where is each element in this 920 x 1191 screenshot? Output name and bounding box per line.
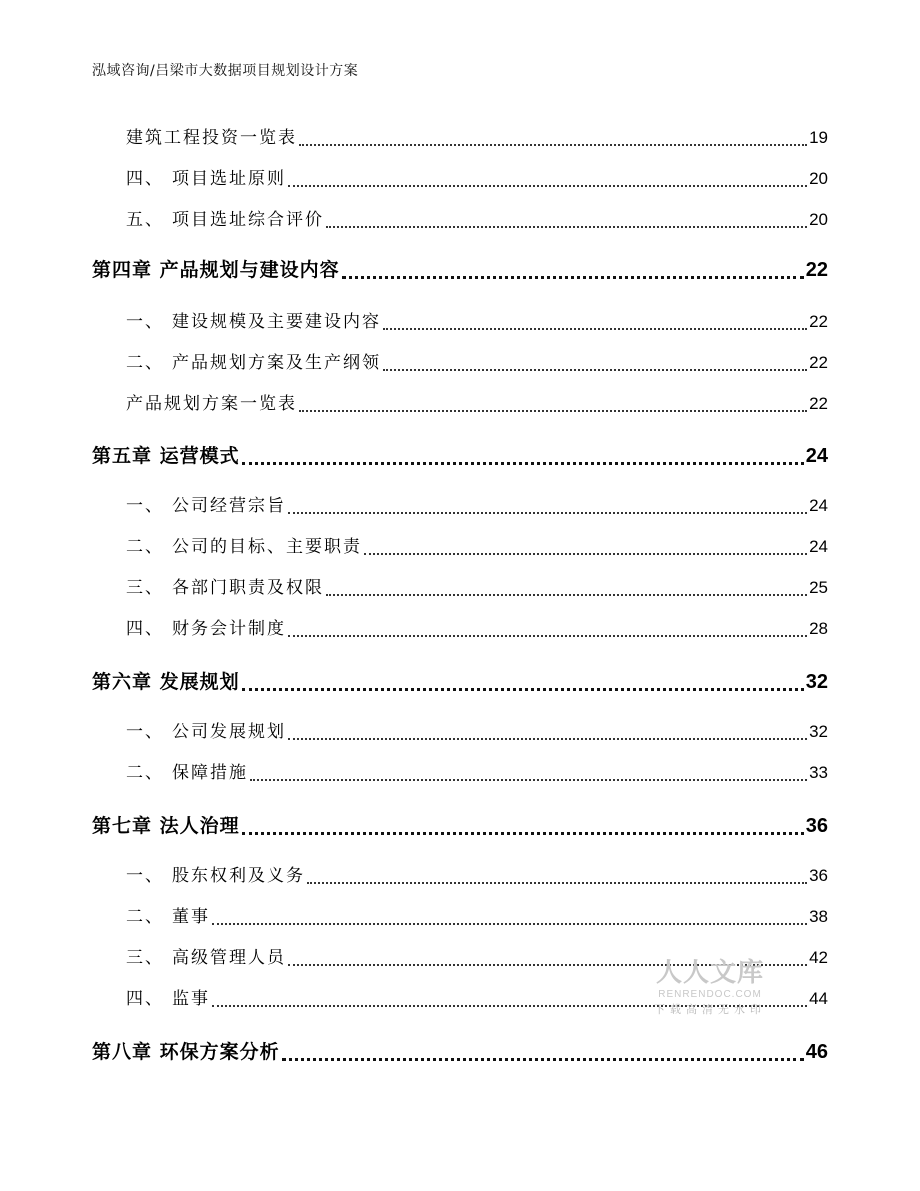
toc-entry-text: 公司发展规划 [172, 722, 286, 742]
toc-entry-text: 建筑工程投资一览表 [126, 128, 297, 148]
toc-dot-leader [364, 536, 807, 555]
watermark-logo [648, 958, 772, 1018]
toc-dot-leader [242, 443, 804, 465]
toc-entry-title [92, 389, 297, 414]
page-header: 泓域咨询/吕梁市大数据项目规划设计方案 [92, 63, 359, 79]
toc-entry-number: 二、 [126, 537, 164, 557]
toc-entry-title [92, 902, 210, 927]
toc-entry-text: 建设规模及主要建设内容 [172, 312, 381, 332]
toc-chapter-entry[interactable] [92, 1036, 828, 1064]
toc-entry-text: 项目选址综合评价 [172, 210, 324, 230]
toc-entry-text: 股东权利及义务 [172, 866, 305, 886]
toc-dot-leader [326, 209, 807, 228]
toc-page-number: 24 [809, 496, 828, 515]
toc-entry[interactable] [92, 348, 828, 373]
toc-dot-leader [288, 721, 807, 740]
toc-entry-title [92, 205, 324, 230]
toc-entry-text: 保障措施 [172, 763, 248, 783]
toc-page-number: 36 [805, 815, 828, 837]
toc-entry-title [92, 861, 305, 886]
toc-entry-title [92, 667, 240, 694]
toc-page-number: 25 [809, 578, 828, 597]
toc-chapter-entry[interactable] [92, 440, 828, 468]
toc-chapter-entry[interactable] [92, 254, 828, 282]
toc-page-number: 28 [809, 619, 828, 638]
toc-entry-title [92, 811, 240, 838]
toc-entry[interactable] [92, 902, 828, 927]
toc-entry-text: 财务会计制度 [172, 619, 286, 639]
toc-entry-title [92, 614, 286, 639]
toc-entry[interactable] [92, 758, 828, 783]
toc-dot-leader [212, 906, 807, 925]
toc-page-number: 20 [809, 210, 828, 229]
toc-entry-title [92, 758, 248, 783]
toc-page-number: 19 [809, 128, 828, 147]
toc-entry[interactable] [92, 491, 828, 516]
toc-entry[interactable] [92, 389, 828, 414]
toc-entry-text: 项目选址原则 [172, 169, 286, 189]
toc-page-number: 20 [809, 169, 828, 188]
toc-entry-text: 公司的目标、主要职责 [172, 537, 362, 557]
toc-entry[interactable] [92, 164, 828, 189]
toc-dot-leader [299, 393, 807, 412]
toc-entry[interactable] [92, 861, 828, 886]
toc-entry-title [92, 717, 286, 742]
toc-page-number: 22 [809, 312, 828, 331]
toc-entry[interactable] [92, 717, 828, 742]
toc-entry-title [92, 255, 340, 282]
toc-page-number: 42 [809, 948, 828, 967]
toc-entry-text: 董事 [172, 907, 210, 927]
toc-entry-title [92, 984, 210, 1009]
toc-dot-leader [288, 168, 807, 187]
toc-entry-title [92, 532, 362, 557]
toc-dot-leader [383, 311, 807, 330]
toc-entry-title [92, 573, 324, 598]
toc-entry-number: 三、 [126, 578, 164, 598]
toc-entry-text: 各部门职责及权限 [172, 578, 324, 598]
toc-page-number: 22 [809, 394, 828, 413]
toc-page-number: 36 [809, 866, 828, 885]
toc-dot-leader [242, 813, 804, 835]
toc-dot-leader [288, 618, 807, 637]
toc-page-number: 46 [805, 1041, 828, 1063]
toc-entry-number: 一、 [126, 312, 164, 332]
toc-entry-text: 产品规划方案及生产纲领 [172, 353, 381, 373]
toc-page-number: 24 [809, 537, 828, 556]
toc-dot-leader [250, 762, 807, 781]
toc-entry-number: 二、 [126, 763, 164, 783]
toc-page-number: 24 [805, 445, 828, 467]
toc-page-number: 33 [809, 763, 828, 782]
toc-entry-title [92, 307, 381, 332]
toc-entry[interactable] [92, 532, 828, 557]
toc-page-number: 32 [809, 722, 828, 741]
toc-entry-text: 监事 [172, 989, 210, 1009]
toc-entry-title [92, 1037, 280, 1064]
toc-entry-text: 第五章 运营模式 [92, 445, 240, 467]
toc-chapter-entry[interactable] [92, 810, 828, 838]
toc-entry-title [92, 943, 286, 968]
toc-entry-text: 第八章 环保方案分析 [92, 1041, 280, 1063]
toc-chapter-entry[interactable] [92, 666, 828, 694]
toc-entry[interactable] [92, 205, 828, 230]
toc-entry[interactable] [92, 614, 828, 639]
toc-entry-number: 二、 [126, 353, 164, 373]
toc-entry-text: 产品规划方案一览表 [126, 394, 297, 414]
toc-entry-title [92, 164, 286, 189]
toc-page-number: 32 [805, 671, 828, 693]
toc-entry-number: 三、 [126, 948, 164, 968]
toc-entry-text: 公司经营宗旨 [172, 496, 286, 516]
toc-page-number: 44 [809, 989, 828, 1008]
toc-entry-text: 高级管理人员 [172, 948, 286, 968]
toc-dot-leader [242, 669, 804, 691]
toc-entry-number: 五、 [126, 210, 164, 230]
watermark-url: RENRENDOC.COM [658, 989, 762, 1000]
toc-page-number: 22 [805, 259, 828, 281]
watermark-subtitle: 下载高清无水印 [654, 1003, 766, 1016]
toc-entry[interactable] [92, 307, 828, 332]
toc-page-number: 38 [809, 907, 828, 926]
toc-entry-title [92, 123, 297, 148]
toc-entry-text: 第四章 产品规划与建设内容 [92, 259, 340, 281]
toc-dot-leader [342, 257, 804, 279]
toc-dot-leader [282, 1039, 804, 1061]
toc-entry-title [92, 491, 286, 516]
watermark-title: 人人文库 [655, 958, 764, 988]
toc-entry[interactable] [92, 573, 828, 598]
toc-entry-text: 第七章 法人治理 [92, 815, 240, 837]
toc-entry-number: 二、 [126, 907, 164, 927]
toc-entry[interactable] [92, 123, 828, 148]
toc-entry-number: 一、 [126, 496, 164, 516]
toc-entry-text: 第六章 发展规划 [92, 671, 240, 693]
toc-page-number: 22 [809, 353, 828, 372]
toc-entry-title [92, 348, 381, 373]
toc-entry-number: 一、 [126, 722, 164, 742]
toc-dot-leader [326, 577, 807, 596]
toc-dot-leader [299, 127, 807, 146]
toc-dot-leader [288, 495, 807, 514]
toc-entry-number: 一、 [126, 866, 164, 886]
toc-entry-number: 四、 [126, 619, 164, 639]
toc-entry-title [92, 441, 240, 468]
toc-dot-leader [383, 352, 807, 371]
toc-entry-number: 四、 [126, 989, 164, 1009]
toc-dot-leader [307, 865, 807, 884]
toc-entry-number: 四、 [126, 169, 164, 189]
